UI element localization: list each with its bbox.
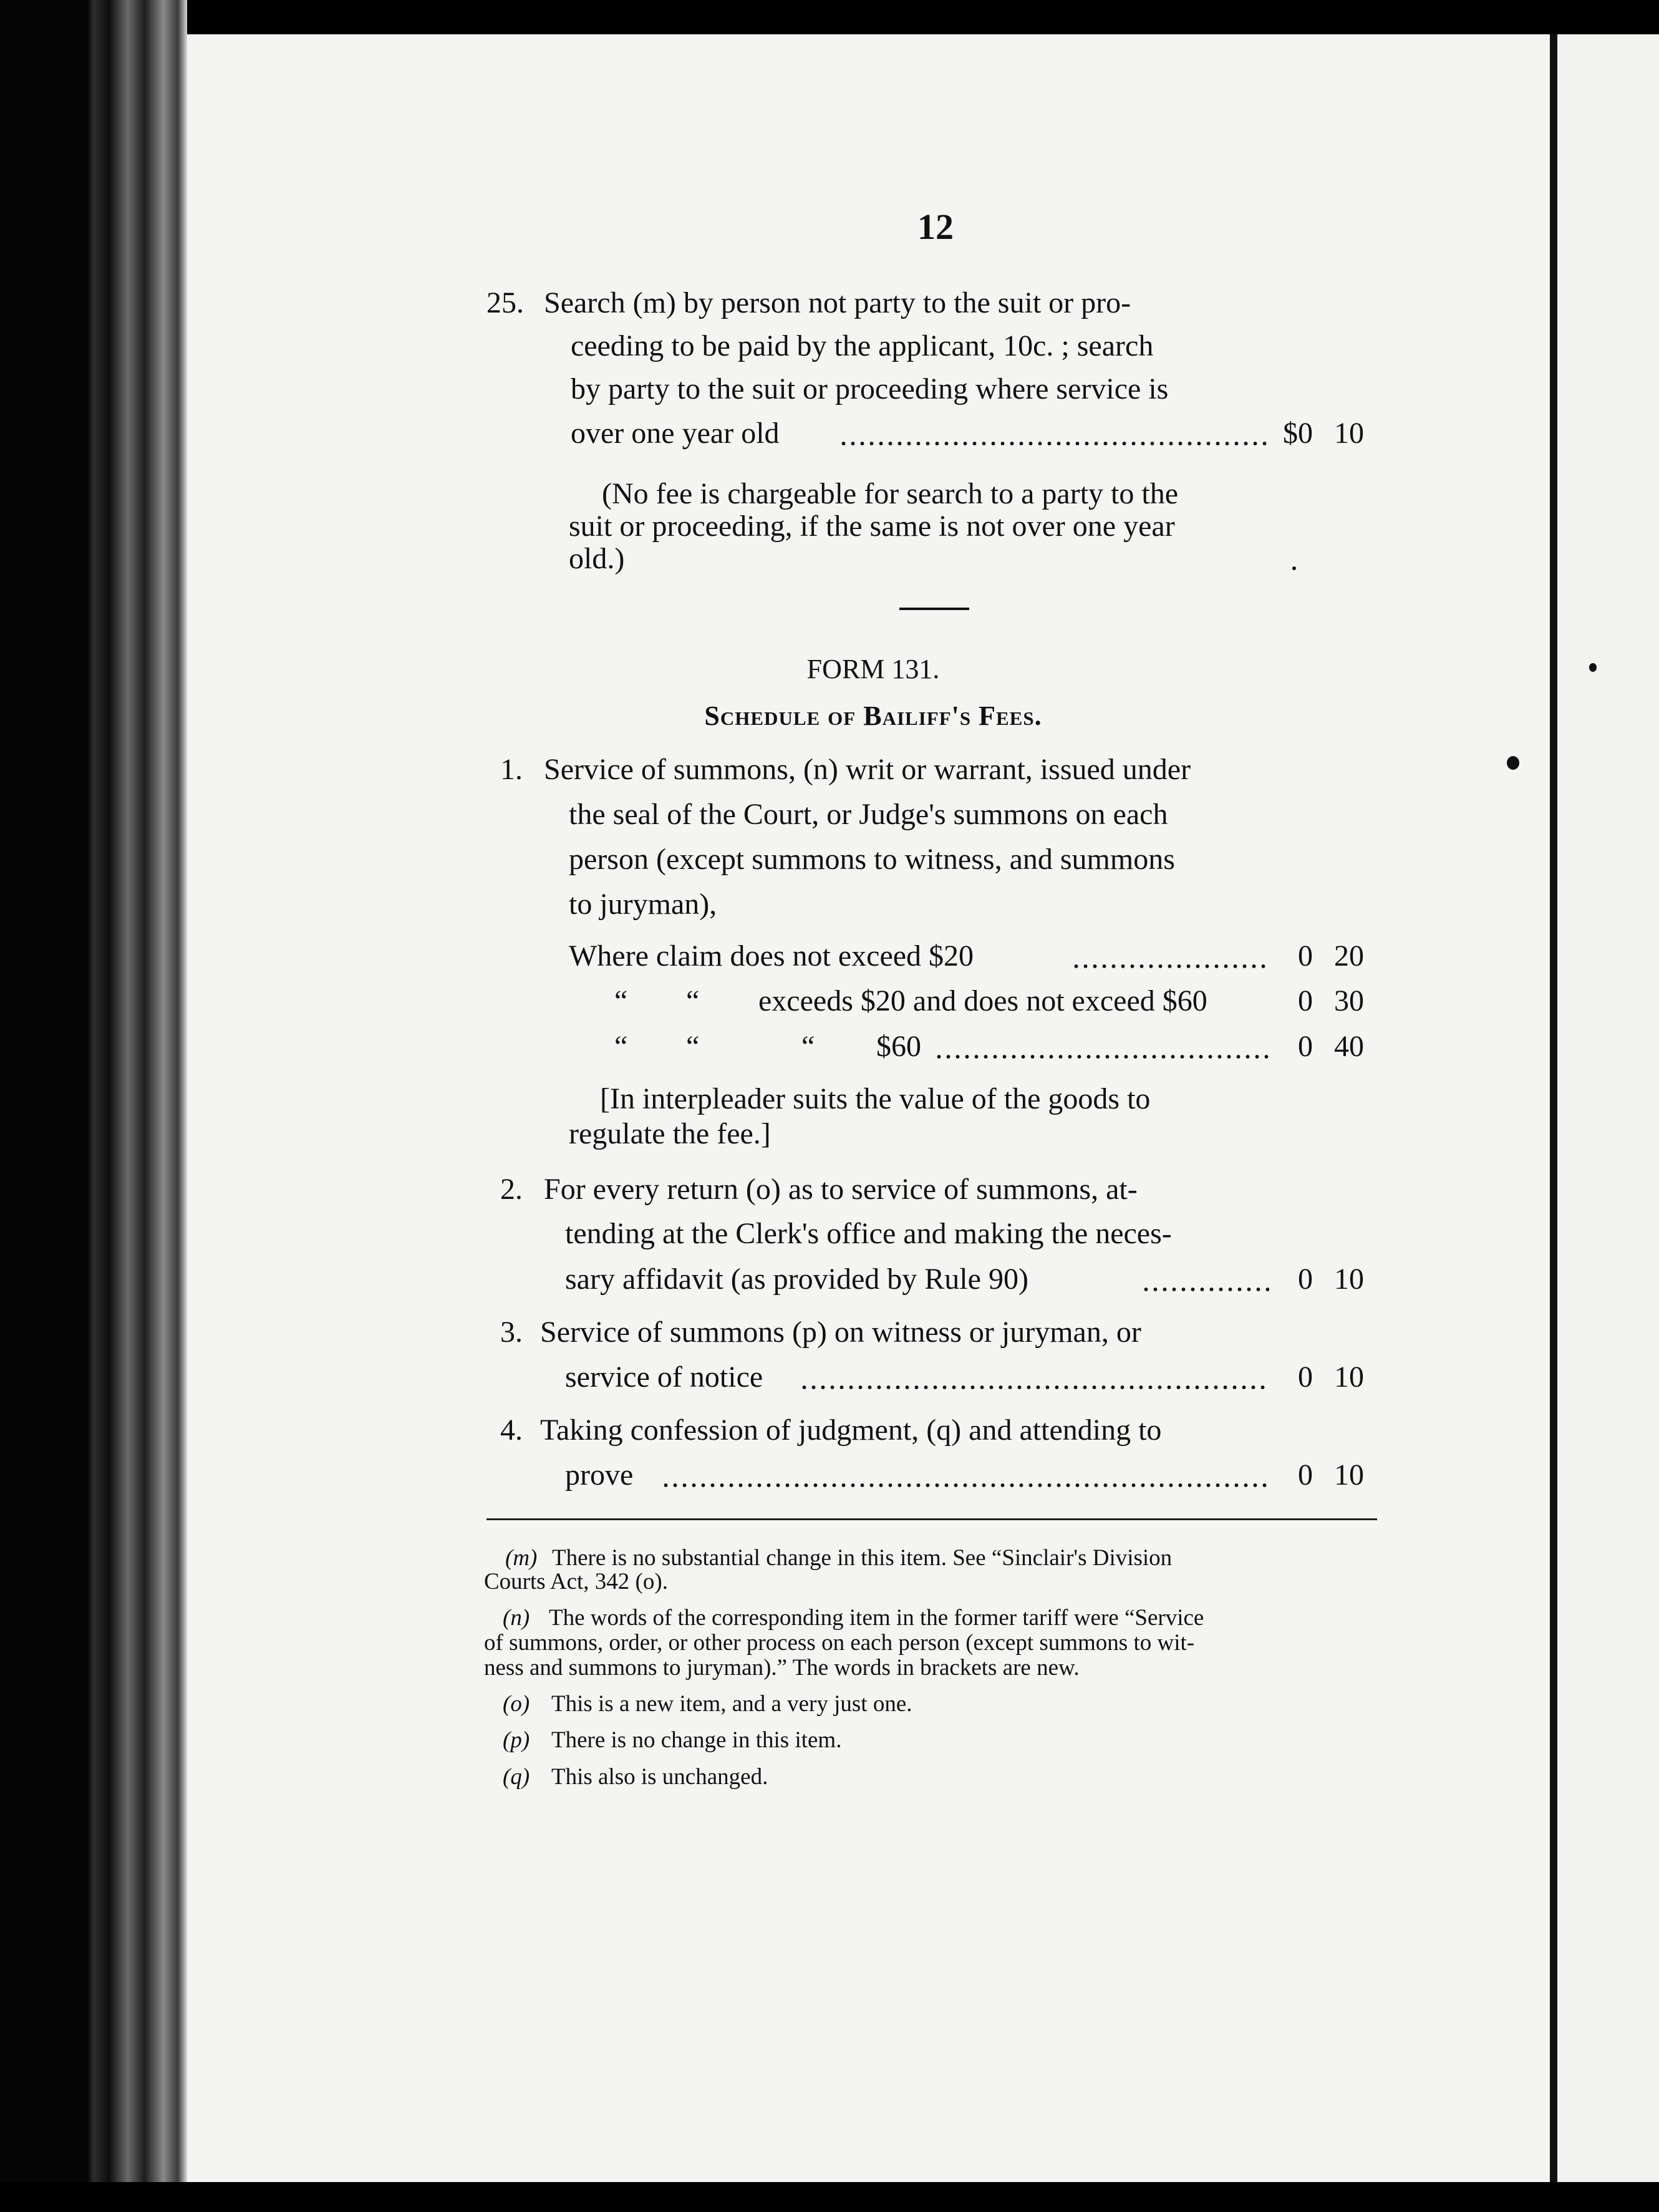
fee-dollars: 0 xyxy=(1298,939,1313,973)
item-number: 4. xyxy=(500,1414,523,1447)
note-line: suit or proceeding, if the same is not over one year xyxy=(569,510,1175,543)
fee-row-label: $60 xyxy=(876,1030,921,1063)
item-text-line: Service of summons, (n) writ or warrant, issued under xyxy=(544,753,1191,786)
book-binding xyxy=(0,0,187,2212)
footnote-text: This is a new item, and a very just one. xyxy=(551,1691,912,1717)
page-number: 12 xyxy=(917,206,954,247)
footnote-mark xyxy=(503,1604,530,1632)
item-text-line: service of notice xyxy=(565,1361,763,1394)
item-text-line: For every return (o) as to service of summons, at- xyxy=(544,1173,1138,1206)
footnote-mark xyxy=(503,1763,530,1791)
note-line: regulate the fee.] xyxy=(569,1117,771,1150)
footnote-text: This also is unchanged. xyxy=(551,1764,768,1790)
schedule-title: Schedule of Bailiff's Fees. xyxy=(704,701,1042,731)
item-text-line: by party to the suit or proceeding where service is xyxy=(571,372,1169,405)
fee-amount xyxy=(1254,1359,1364,1396)
item-number: 3. xyxy=(500,1316,523,1349)
footnote-divider xyxy=(486,1518,1377,1520)
ink-speck xyxy=(1589,663,1597,672)
fee-amount xyxy=(1254,938,1364,975)
footnote-mark-text: (o) xyxy=(503,1691,530,1717)
item-number: 1. xyxy=(500,753,523,786)
item-text-line: the seal of the Court, or Judge's summons on each xyxy=(569,798,1168,831)
fee-dollars: 0 xyxy=(1298,1458,1313,1492)
fee-amount xyxy=(1254,1028,1364,1065)
fee-row-label: Where claim does not exceed $20 xyxy=(569,939,974,973)
fee-cents: 30 xyxy=(1334,984,1364,1017)
footnote-text: There is no substantial change in this item. See “Sinclair's Division xyxy=(552,1545,1173,1571)
item-text-line: to juryman), xyxy=(569,888,717,921)
footnote-mark xyxy=(503,1727,530,1754)
note-line: (No fee is chargeable for search to a party to the xyxy=(602,477,1179,510)
item-text-line: sary affidavit (as provided by Rule 90) xyxy=(565,1263,1028,1296)
footnote-mark-text: (m) xyxy=(505,1545,538,1571)
item-text-line: Taking confession of judgment, (q) and attending to xyxy=(540,1414,1162,1447)
footnote-text: of summons, order, or other process on each person (except summons to wit- xyxy=(484,1630,1195,1656)
fee-cents: 10 xyxy=(1334,1458,1364,1492)
fee-amount xyxy=(1254,982,1364,1020)
ditto-mark: “ xyxy=(801,1030,815,1063)
leader-dots xyxy=(1071,938,1269,975)
ditto-mark: “ xyxy=(614,984,628,1017)
item-number: 25. xyxy=(486,286,524,319)
item-number: 2. xyxy=(500,1173,523,1206)
fee-dollars: 0 xyxy=(1298,1361,1313,1394)
footnote-mark-text: (n) xyxy=(503,1605,530,1631)
item-text-line: ceeding to be paid by the applicant, 10c. ; search xyxy=(571,329,1154,362)
footnote-text: The words of the corresponding item in the former tariff were “Service xyxy=(549,1605,1204,1631)
fee-amount xyxy=(1254,1457,1364,1494)
ink-speck xyxy=(1292,566,1296,570)
item-text-line: Search (m) by person not party to the suit or pro- xyxy=(544,286,1131,319)
fee-cents: 40 xyxy=(1334,1030,1364,1063)
fee-cents: 10 xyxy=(1334,1263,1364,1296)
facing-page-edge xyxy=(1557,34,1659,2182)
leader-dots xyxy=(839,415,1269,452)
ink-speck xyxy=(1507,756,1519,770)
fee-dollars: 0 xyxy=(1298,1263,1313,1296)
footnote-mark-text: (p) xyxy=(503,1727,530,1753)
section-divider xyxy=(899,608,969,610)
footnote-text: ness and summons to juryman).” The words in brackets are new. xyxy=(484,1655,1080,1681)
item-text-line: tending at the Clerk's office and making the neces- xyxy=(565,1217,1172,1250)
fee-cents: 20 xyxy=(1334,939,1364,973)
item-text-line: person (except summons to witness, and summons xyxy=(569,843,1175,876)
fee-dollars: 0 xyxy=(1298,1030,1313,1063)
item-text-line: Service of summons (p) on witness or juryman, or xyxy=(540,1316,1141,1349)
footnote-mark xyxy=(503,1691,530,1718)
leader-dots xyxy=(661,1457,1269,1494)
note-line: old.) xyxy=(569,542,625,575)
form-title: FORM 131. xyxy=(806,654,940,684)
leader-dots xyxy=(1141,1261,1269,1298)
footnote-text: Courts Act, 342 (o). xyxy=(484,1569,668,1594)
fee-cents: 10 xyxy=(1334,417,1364,450)
fee-row-label: exceeds $20 and does not exceed $60 xyxy=(758,984,1207,1017)
page-edge xyxy=(1550,34,1557,2182)
note-line: [In interpleader suits the value of the goods to xyxy=(600,1082,1151,1115)
footnote-mark-text: (q) xyxy=(503,1764,530,1790)
scan-border-bottom xyxy=(0,2182,1659,2212)
fee-dollars: 0 xyxy=(1298,984,1313,1017)
item-text-line: over one year old xyxy=(571,417,780,450)
fee-amount xyxy=(1254,1261,1364,1298)
fee-cents: 10 xyxy=(1334,1361,1364,1394)
fee-dollars: $0 xyxy=(1283,417,1313,450)
ditto-mark: “ xyxy=(614,1030,628,1063)
item-text-line: prove xyxy=(565,1458,634,1492)
leader-dots xyxy=(800,1359,1269,1396)
ditto-mark: “ xyxy=(686,1030,700,1063)
scan-border-top xyxy=(0,0,1659,34)
leader-dots xyxy=(934,1028,1269,1065)
footnote-text: There is no change in this item. xyxy=(551,1727,842,1753)
ditto-mark: “ xyxy=(686,984,700,1017)
fee-amount xyxy=(1254,415,1364,452)
